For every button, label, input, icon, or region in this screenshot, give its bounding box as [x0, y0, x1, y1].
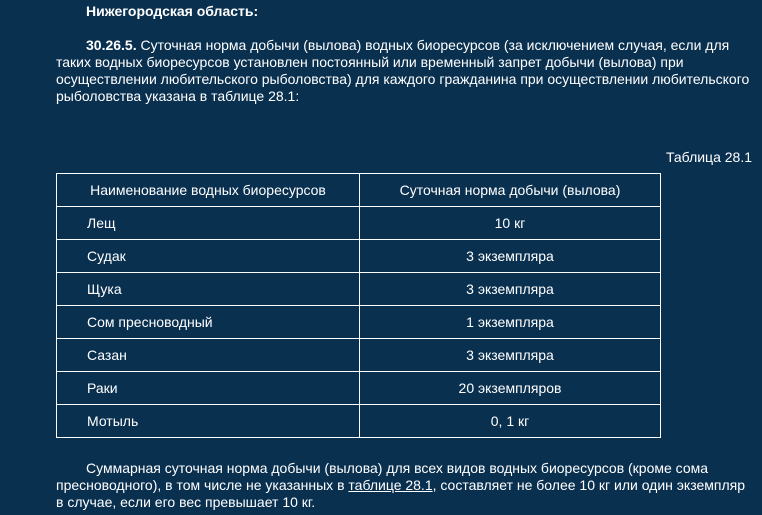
table-row — [57, 339, 661, 372]
daily-norm-value: 3 экземпляра — [360, 339, 661, 372]
summary-text-start: Суммарная суточная норма добычи (вылова) для всех видов водных биоресурсов (кроме сома пресноводного), в том числе не указанных в — [56, 460, 709, 493]
daily-norm-value: 3 экземпляра — [360, 240, 661, 273]
summary-paragraph — [56, 460, 756, 511]
region-heading: Нижегородская область: — [86, 3, 259, 19]
table-link[interactable]: таблице 28.1 — [348, 477, 433, 493]
table-row — [57, 240, 661, 273]
table-row — [57, 372, 661, 405]
header-species: Наименование водных биоресурсов — [57, 174, 360, 207]
species-name: Щука — [57, 273, 360, 306]
species-name: Раки — [57, 372, 360, 405]
table-row — [57, 405, 661, 438]
species-name: Лещ — [57, 207, 360, 240]
table-row — [57, 207, 661, 240]
daily-norm-value: 10 кг — [360, 207, 661, 240]
rule-text: Суточная норма добычи (вылова) водных биоресурсов (за исключением случая, если для таких водных биоресурсов установлен постоянный или временный запрет добычи (вылова) при осуществлении любительского рыболовства) для каждого гражданина при осуществлении любительского рыболовства указана в таблице 28.1: — [56, 37, 750, 104]
table-row — [57, 306, 661, 339]
table-header-row — [57, 174, 661, 207]
species-name: Мотыль — [57, 405, 360, 438]
daily-norm-table — [56, 173, 661, 438]
header-daily-norm: Суточная норма добычи (вылова) — [360, 174, 661, 207]
daily-norm-value: 0, 1 кг — [360, 405, 661, 438]
daily-norm-value: 20 экземпляров — [360, 372, 661, 405]
rule-number: 30.26.5. — [86, 37, 137, 53]
daily-norm-value: 3 экземпляра — [360, 273, 661, 306]
rule-paragraph — [56, 37, 756, 105]
summary-text-end: , составляет не более 10 кг или один экземпляр в случае, если его вес превышает 10 кг. — [56, 477, 745, 510]
species-name: Судак — [57, 240, 360, 273]
table-caption: Таблица 28.1 — [665, 149, 752, 165]
species-name: Сазан — [57, 339, 360, 372]
daily-norm-value: 1 экземпляра — [360, 306, 661, 339]
species-name: Сом пресноводный — [57, 306, 360, 339]
table-row — [57, 273, 661, 306]
